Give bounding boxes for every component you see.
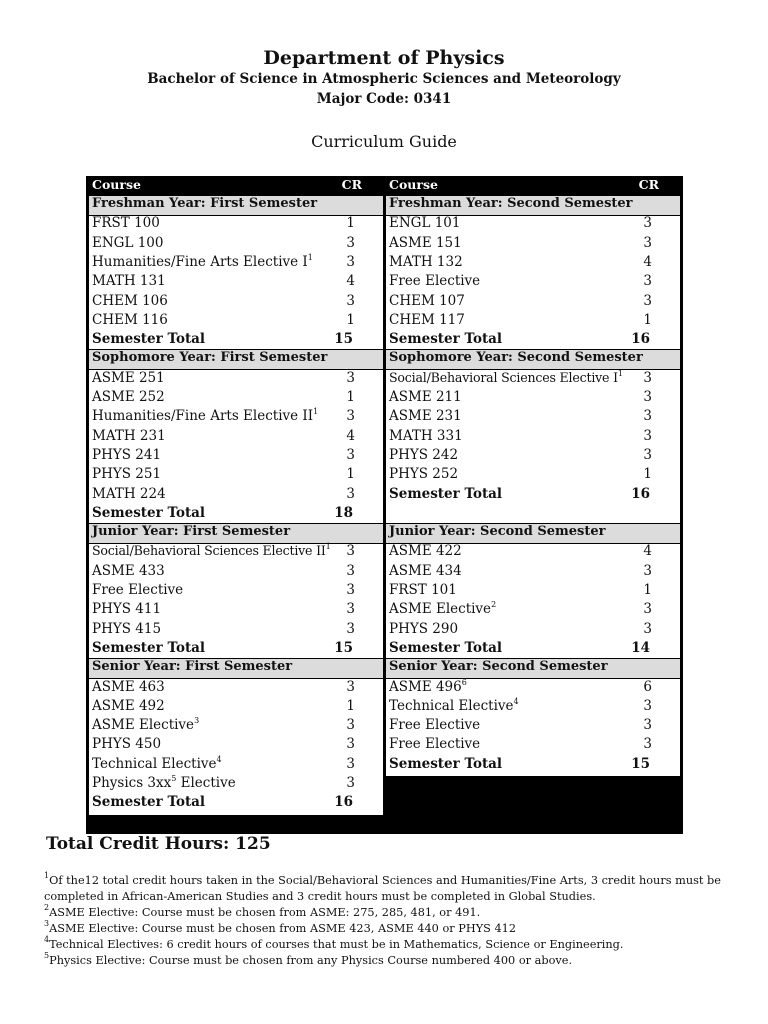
course-name-text: Semester Total <box>92 639 206 656</box>
course-header: Course <box>92 177 141 192</box>
course-name <box>92 408 318 424</box>
course-name <box>92 698 165 714</box>
semester-total-credits: 16 <box>631 331 650 348</box>
course-row <box>89 620 383 639</box>
course-row <box>89 562 383 581</box>
semester-total-row <box>89 793 383 812</box>
footnote-marker: 2 <box>491 600 497 610</box>
course-name-text: Free Elective <box>92 582 184 598</box>
course-name-text: Semester Total <box>389 485 503 502</box>
semester-title: Sophomore Year: Second Semester <box>389 350 643 366</box>
course-row <box>89 292 383 311</box>
semester-header <box>89 349 383 370</box>
semester-total-credits: 15 <box>334 639 353 656</box>
footnote-marker: 3 <box>194 716 200 726</box>
course-credits: 1 <box>346 311 355 328</box>
course-name-text: Semester Total <box>389 755 503 772</box>
semester-title: Junior Year: Second Semester <box>389 524 606 540</box>
course-name <box>389 601 496 617</box>
course-name-text: PHYS 251 <box>92 466 162 483</box>
program-title: Bachelor of Science in Atmospheric Sciences and Meteorology <box>147 71 621 87</box>
semester-title: Sophomore Year: First Semester <box>92 350 328 366</box>
semester-total-credits: 16 <box>631 485 650 502</box>
course-name-text: MATH 224 <box>92 485 166 502</box>
course-name <box>389 312 465 328</box>
course-row <box>89 407 383 426</box>
course-row <box>89 446 383 465</box>
course-name <box>389 254 463 270</box>
curriculum-table <box>86 176 683 834</box>
course-name-text: ASME 211 <box>389 389 462 405</box>
course-credits: 3 <box>346 234 355 251</box>
footnote-number: 1 <box>44 871 50 880</box>
course-row <box>386 427 680 446</box>
credit-header: CR <box>341 177 362 192</box>
course-credits: 3 <box>643 369 652 386</box>
course-name <box>92 466 161 482</box>
course-credits: 3 <box>643 736 652 753</box>
course-name <box>92 370 165 386</box>
footnote-text: Technical Electives: 6 credit hours of courses that must be in Mathematics, Science or Engineering. <box>49 938 624 951</box>
course-row <box>89 253 383 272</box>
course-header: Course <box>389 177 438 192</box>
course-name <box>92 428 166 444</box>
course-row <box>386 311 680 330</box>
course-name <box>389 717 480 733</box>
course-credits: 3 <box>346 717 355 734</box>
course-credits: 3 <box>346 369 355 386</box>
course-name <box>389 215 460 231</box>
course-row <box>386 581 680 600</box>
course-name <box>389 408 462 424</box>
course-row <box>89 465 383 484</box>
course-credits: 4 <box>643 253 652 270</box>
course-name-text: Semester Total <box>389 331 503 348</box>
course-credits: 1 <box>643 311 652 328</box>
course-row <box>386 446 680 465</box>
course-credits: 3 <box>643 697 652 714</box>
course-name <box>92 621 161 637</box>
semester-total-label <box>92 794 205 810</box>
course-name-text: MATH 331 <box>389 427 463 444</box>
course-row <box>89 581 383 600</box>
course-name <box>389 273 480 289</box>
course-credits: 3 <box>643 408 652 425</box>
course-name-text: Technical Elective <box>92 755 217 772</box>
footnote-marker: 4 <box>216 754 222 764</box>
semester-total-label <box>92 505 205 521</box>
course-row <box>89 427 383 446</box>
course-name <box>92 293 168 309</box>
semester-total-label <box>389 640 502 656</box>
semester-title: Freshman Year: First Semester <box>92 196 318 211</box>
course-row <box>89 735 383 754</box>
course-name <box>389 447 458 463</box>
semester-header <box>89 523 383 544</box>
course-credits: 3 <box>346 562 355 579</box>
course-name <box>92 601 161 617</box>
course-row <box>89 716 383 735</box>
course-credits: 3 <box>643 620 652 637</box>
course-name <box>389 235 462 251</box>
course-name <box>92 679 165 695</box>
course-credits: 3 <box>346 543 355 560</box>
course-credits: 1 <box>346 389 355 405</box>
footnote-marker: 1 <box>313 407 319 417</box>
course-credits: 3 <box>643 601 652 618</box>
footnote <box>44 921 724 937</box>
semester-total-label <box>389 331 502 347</box>
course-name <box>389 679 467 695</box>
course-credits: 1 <box>643 466 652 483</box>
course-row <box>386 562 680 581</box>
semester-header <box>89 195 383 216</box>
course-credits: 3 <box>346 678 355 695</box>
course-name-text: ASME Elective <box>389 601 492 618</box>
course-name-text: FRST 101 <box>389 582 457 598</box>
blank-row <box>386 504 680 523</box>
course-name-text: ASME 496 <box>389 678 462 695</box>
footnote <box>44 905 724 921</box>
course-name <box>389 428 463 444</box>
course-row <box>89 234 383 253</box>
course-name <box>92 736 161 752</box>
course-row <box>386 735 680 754</box>
course-row <box>89 311 383 330</box>
major-code: Major Code: 0341 <box>316 91 452 107</box>
course-name <box>92 756 222 772</box>
course-credits: 3 <box>346 736 355 753</box>
course-name <box>92 543 331 558</box>
footnote-text: Physics Elective: Course must be chosen from any Physics Course numbered 400 or above. <box>49 954 573 967</box>
course-name <box>389 389 462 405</box>
credit-header: CR <box>638 177 659 192</box>
course-name-text: PHYS 242 <box>389 446 459 463</box>
course-credits: 3 <box>346 292 355 309</box>
course-name-text: Free Elective <box>389 273 481 290</box>
course-credits: 3 <box>643 427 652 444</box>
course-credits: 6 <box>643 678 652 695</box>
semester-header <box>386 195 680 216</box>
footnote <box>44 953 724 969</box>
course-row <box>386 716 680 735</box>
course-name-text: ASME Elective <box>92 717 195 734</box>
course-row <box>386 214 680 233</box>
semester-title: Senior Year: First Semester <box>92 659 293 675</box>
footnote-marker: 1 <box>325 542 331 552</box>
course-name-text: ASME 492 <box>92 697 165 714</box>
semester-total-row <box>89 639 383 658</box>
left-column <box>89 176 383 815</box>
course-name-text: Semester Total <box>92 794 206 811</box>
course-name-text: CHEM 107 <box>389 292 465 309</box>
course-credits: 1 <box>643 582 652 598</box>
semester-title: Junior Year: First Semester <box>92 524 291 540</box>
footnote-marker: 1 <box>617 368 623 378</box>
course-name-text: PHYS 252 <box>389 466 459 483</box>
footnote <box>44 937 724 953</box>
course-name <box>92 235 163 251</box>
course-credits: 3 <box>346 582 355 598</box>
course-row <box>386 542 680 561</box>
course-name-text: ASME 252 <box>92 389 165 405</box>
course-credits: 3 <box>643 446 652 463</box>
course-credits: 1 <box>346 466 355 483</box>
course-name <box>92 312 168 328</box>
course-name <box>92 775 236 791</box>
semester-title: Freshman Year: Second Semester <box>389 196 633 211</box>
footnote-marker: 1 <box>307 252 313 262</box>
course-row <box>89 697 383 716</box>
course-credits: 4 <box>346 427 355 444</box>
course-name-text: Technical Elective <box>389 697 514 714</box>
footnote <box>44 873 724 905</box>
semester-title: Senior Year: Second Semester <box>389 659 608 675</box>
semester-total-row <box>89 330 383 349</box>
footnote-text: ASME Elective: Course must be chosen from ASME: 275, 285, 481, or 491. <box>49 906 481 919</box>
course-name <box>389 736 480 752</box>
semester-header <box>386 658 680 679</box>
course-credits: 1 <box>346 215 355 232</box>
footnote-marker: 5 <box>171 774 177 783</box>
course-name-text: Semester Total <box>389 639 503 656</box>
course-row <box>89 774 383 793</box>
semester-total-label <box>389 756 502 772</box>
semester-total-credits: 18 <box>334 504 353 521</box>
course-credits: 3 <box>346 253 355 270</box>
course-name-text: Semester Total <box>92 504 206 521</box>
course-credits: 3 <box>346 408 355 425</box>
course-row <box>89 272 383 291</box>
course-credits: 3 <box>643 215 652 232</box>
curriculum-guide-title: Curriculum Guide <box>311 132 457 151</box>
course-name-text: ENGL 101 <box>389 215 461 232</box>
course-name-text: PHYS 411 <box>92 601 162 618</box>
semester-header <box>386 523 680 544</box>
semester-total-row <box>386 639 680 658</box>
course-row <box>89 214 383 233</box>
course-name-text: CHEM 116 <box>92 311 168 328</box>
course-name-text: Social/Behavioral Sciences Elective I <box>389 369 618 385</box>
semester-total-credits: 16 <box>334 794 353 811</box>
course-name <box>389 466 458 482</box>
footnote-number: 2 <box>44 903 50 912</box>
course-row <box>89 755 383 774</box>
course-name <box>92 273 166 289</box>
course-credits: 3 <box>346 446 355 463</box>
course-name <box>389 698 519 714</box>
course-name-text: MATH 231 <box>92 427 166 444</box>
course-credits: 3 <box>643 292 652 309</box>
course-name <box>92 389 165 405</box>
course-name <box>92 717 199 733</box>
course-name <box>92 254 313 270</box>
footnote-text: ASME Elective: Course must be chosen from ASME 423, ASME 440 or PHYS 412 <box>49 922 517 935</box>
course-row <box>386 697 680 716</box>
course-name-text: CHEM 117 <box>389 311 465 328</box>
course-name <box>92 486 166 502</box>
course-row <box>89 388 383 407</box>
course-name <box>389 621 458 637</box>
course-row <box>386 678 680 697</box>
footnote-text: Of the12 total credit hours taken in the Social/Behavioral Sciences and Humanities/Fine Arts, 3 credit hours must be completed in African-American Studies and 3 credit hours must be completed in Global Studies. <box>44 874 721 903</box>
course-name-text: ASME 251 <box>92 369 165 386</box>
course-name-text: Physics 3xx <box>92 775 172 791</box>
course-row <box>386 620 680 639</box>
course-credits: 3 <box>346 775 355 791</box>
course-row <box>89 369 383 388</box>
course-name-text: MATH 132 <box>389 253 463 270</box>
course-row <box>386 253 680 272</box>
course-credits: 3 <box>346 755 355 772</box>
course-name-text: ASME 151 <box>389 234 462 251</box>
course-name-text: PHYS 450 <box>92 736 162 753</box>
column-header-right <box>383 176 683 195</box>
total-credit-hours: Total Credit Hours: 125 <box>46 834 271 854</box>
course-row <box>89 542 383 561</box>
course-name-text: MATH 131 <box>92 273 166 290</box>
semester-total-label <box>389 486 502 502</box>
course-row <box>89 600 383 619</box>
course-name <box>92 215 160 231</box>
semester-total-label <box>92 331 205 347</box>
course-name-text: ASME 422 <box>389 543 462 560</box>
course-name <box>389 370 623 385</box>
course-row <box>386 388 680 407</box>
course-row <box>386 465 680 484</box>
semester-total-credits: 14 <box>631 639 650 656</box>
course-name-text: Humanities/Fine Arts Elective I <box>92 253 308 270</box>
footnote-number: 5 <box>44 951 50 960</box>
course-name-text: ASME 434 <box>389 562 462 579</box>
semester-total-row <box>386 485 680 504</box>
course-credits: 3 <box>346 601 355 618</box>
course-name <box>92 582 183 598</box>
course-name <box>92 563 165 579</box>
course-credits: 3 <box>643 234 652 251</box>
course-name-text: Free Elective <box>389 717 481 734</box>
course-credits: 1 <box>346 697 355 714</box>
department-title: Department of Physics <box>263 47 505 69</box>
course-row <box>386 292 680 311</box>
course-name-text: ASME 463 <box>92 678 165 695</box>
course-row <box>386 234 680 253</box>
right-column <box>386 176 680 776</box>
course-name-text: PHYS 415 <box>92 620 162 637</box>
course-name-text: ASME 433 <box>92 562 165 579</box>
semester-total-row <box>386 330 680 349</box>
course-credits: 3 <box>643 389 652 405</box>
course-row <box>386 600 680 619</box>
course-credits: 3 <box>643 717 652 734</box>
course-row <box>89 678 383 697</box>
semester-total-row <box>89 504 383 523</box>
course-name-text: FRST 100 <box>92 215 160 232</box>
course-name-suffix: Elective <box>176 775 236 791</box>
course-credits: 3 <box>346 620 355 637</box>
course-row <box>89 485 383 504</box>
course-name <box>92 447 161 463</box>
semester-total-label <box>92 640 205 656</box>
course-row <box>386 272 680 291</box>
column-header-left <box>86 176 386 195</box>
footnote-marker: 6 <box>461 677 467 687</box>
course-name <box>389 543 462 559</box>
course-name <box>389 582 457 598</box>
course-name-text: PHYS 290 <box>389 620 459 637</box>
course-credits: 3 <box>643 562 652 579</box>
course-row <box>386 407 680 426</box>
semester-header <box>386 349 680 370</box>
course-credits: 3 <box>346 485 355 502</box>
course-name-text: Semester Total <box>92 331 206 348</box>
course-name-text: Humanities/Fine Arts Elective II <box>92 408 314 425</box>
course-name-text: Social/Behavioral Sciences Elective II <box>92 543 326 559</box>
course-name <box>389 293 465 309</box>
course-name-text: PHYS 241 <box>92 446 162 463</box>
course-name-text: Free Elective <box>389 736 481 753</box>
footnote-number: 3 <box>44 919 50 928</box>
semester-total-row <box>386 755 680 774</box>
course-credits: 4 <box>346 273 355 290</box>
course-name-text: CHEM 106 <box>92 292 168 309</box>
course-row <box>386 369 680 388</box>
course-credits: 4 <box>643 543 652 560</box>
footnote-number: 4 <box>44 935 50 944</box>
semester-header <box>89 658 383 679</box>
footnotes <box>44 873 724 969</box>
footnote-marker: 4 <box>513 696 519 706</box>
course-credits: 3 <box>643 273 652 290</box>
course-name-text: ENGL 100 <box>92 234 164 251</box>
course-name <box>389 563 462 579</box>
semester-total-credits: 15 <box>631 755 650 772</box>
course-name-text: ASME 231 <box>389 408 462 425</box>
semester-total-credits: 15 <box>334 331 353 348</box>
